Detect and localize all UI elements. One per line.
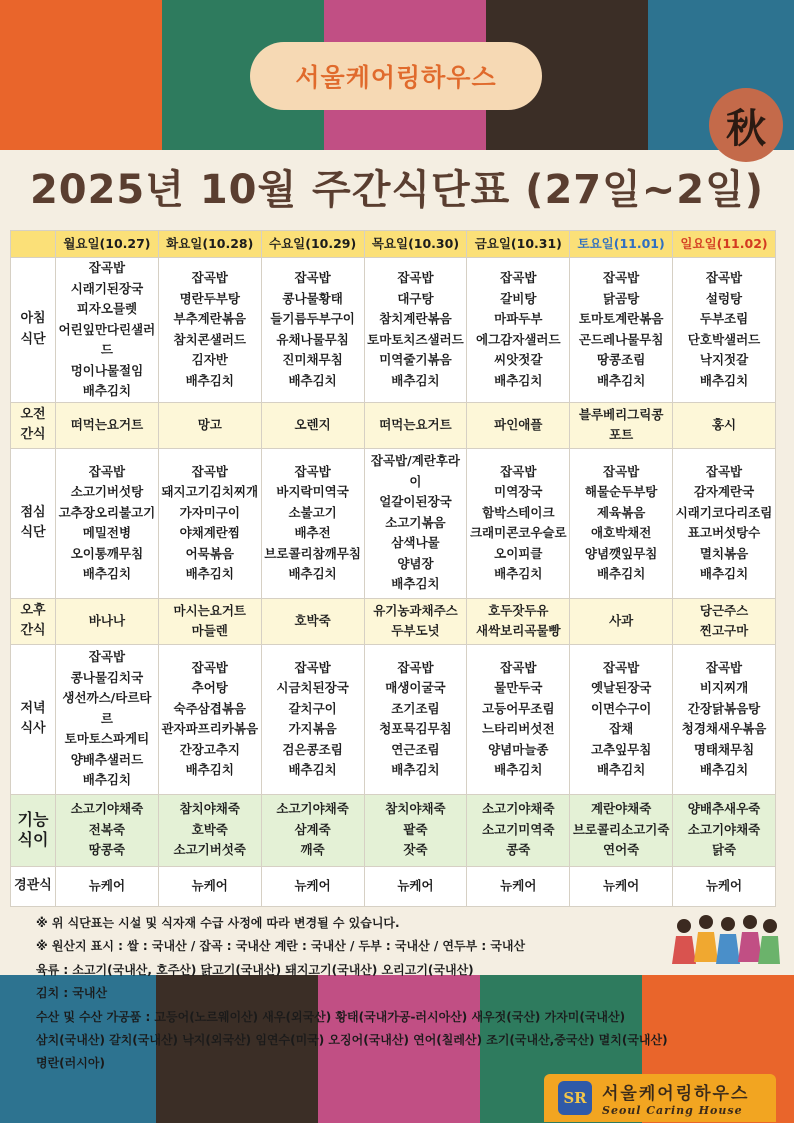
meal-label: 경관식 (11, 866, 56, 906)
meal-cell: 사과 (570, 598, 673, 644)
meal-cell: 마시는요거트 마들렌 (158, 598, 261, 644)
meal-cell: 뉴케어 (364, 866, 467, 906)
meal-cell: 당근주스 찐고구마 (673, 598, 776, 644)
meal-cell: 양배추새우죽 소고기야채죽 닭죽 (673, 794, 776, 866)
autumn-seal-icon (709, 88, 783, 162)
meal-cell: 오렌지 (261, 402, 364, 448)
meal-cell: 잡곡밥 닭곰탕 토마토계란볶음 곤드레나물무침 땅콩조림 배추김치 (570, 258, 673, 403)
meal-cell: 잡곡밥 물만두국 고등어무조림 느타리버섯전 양념마늘종 배추김치 (467, 644, 570, 794)
meal-cell: 잡곡밥 시래기된장국 피자오믈렛 어린잎만다린샐러드 멍이나물절임 배추김치 (56, 258, 159, 403)
meal-label: 아침 식단 (11, 258, 56, 403)
meal-cell: 잡곡밥 해물순두부탕 제육볶음 애호박채전 양념깻잎무침 배추김치 (570, 448, 673, 598)
meal-cell: 유기농과채주스 두부도넛 (364, 598, 467, 644)
meal-cell: 뉴케어 (56, 866, 159, 906)
day-header-saturday: 토요일(11.01) (570, 231, 673, 258)
meal-cell: 블루베리그릭콩 포트 (570, 402, 673, 448)
day-header: 수요일(10.29) (261, 231, 364, 258)
page-title: 2025년 10월 주간식단표 (27일~2일) (29, 167, 765, 213)
meal-cell: 잡곡밥 감자계란국 시래기코다리조림 표고버섯탕수 멸치볶음 배추김치 (673, 448, 776, 598)
day-header: 월요일(10.27) (56, 231, 159, 258)
meal-cell: 잡곡밥 소고기버섯탕 고추장오리불고기 메밀전병 오이통깨무침 배추김치 (56, 448, 159, 598)
meal-cell: 잡곡밥 돼지고기김치찌개 가자미구이 야채계란찜 어묵볶음 배추김치 (158, 448, 261, 598)
meal-cell: 참치야채죽 호박죽 소고기버섯죽 (158, 794, 261, 866)
brand-pill (250, 42, 542, 110)
meal-cell: 파인애플 (467, 402, 570, 448)
day-header: 금요일(10.31) (467, 231, 570, 258)
brand-logo-icon: SR (558, 1081, 592, 1115)
meal-cell: 호두잣두유 새싹보리곡물빵 (467, 598, 570, 644)
meal-label: 오전 간식 (11, 402, 56, 448)
seal-char: 秋 (726, 104, 766, 152)
day-header: 화요일(10.28) (158, 231, 261, 258)
brand-logo-korean: 서울케어링하우스 (602, 1084, 750, 1104)
meal-row (11, 598, 776, 644)
meal-cell: 잡곡밥 옛날된장국 이면수구이 잡채 고추잎무침 배추김치 (570, 644, 673, 794)
meal-cell: 계란야채죽 브로콜리소고기죽 연어죽 (570, 794, 673, 866)
meal-cell: 잡곡밥/계란후라이 얼갈이된장국 소고기볶음 삼색나물 양념장 배추김치 (364, 448, 467, 598)
day-header-sunday: 일요일(11.02) (673, 231, 776, 258)
brand-name: 서울케어링하우스 (295, 63, 497, 92)
day-header-row (11, 231, 776, 258)
meal-label: 점심 식단 (11, 448, 56, 598)
note-line: 명란(러시아) (36, 1056, 105, 1071)
meal-cell: 잡곡밥 추어탕 숙주삼겹볶음 관자파프리카볶음 간장고추지 배추김치 (158, 644, 261, 794)
brand-logo (544, 1074, 776, 1122)
notes (36, 912, 668, 1076)
note-line: 김치 : 국내산 (36, 986, 108, 1001)
meal-cell: 뉴케어 (570, 866, 673, 906)
meal-cell: 뉴케어 (261, 866, 364, 906)
meal-cell: 잡곡밥 바지락미역국 소불고기 배추전 브로콜리참깨무침 배추김치 (261, 448, 364, 598)
note-line: ※ 위 식단표는 시설 및 식자재 수급 사정에 따라 변경될 수 있습니다. (36, 916, 400, 930)
meal-cell: 잡곡밥 시금치된장국 갈치구이 가지볶음 검은콩조림 배추김치 (261, 644, 364, 794)
meal-row (11, 866, 776, 906)
meal-row (11, 448, 776, 598)
meal-cell: 잡곡밥 대구탕 참치계란볶음 토마토치즈샐러드 미역줄기볶음 배추김치 (364, 258, 467, 403)
meal-cell: 잡곡밥 미역장국 함박스테이크 크래미콘코우슬로 오이피클 배추김치 (467, 448, 570, 598)
meal-cell: 잡곡밥 비지찌개 간장닭볶음탕 청경채새우볶음 명태채무침 배추김치 (673, 644, 776, 794)
meal-cell: 뉴케어 (467, 866, 570, 906)
meal-row (11, 258, 776, 403)
meal-cell: 뉴케어 (158, 866, 261, 906)
meal-row (11, 644, 776, 794)
meal-label: 기능 식이 (11, 794, 56, 866)
day-header: 목요일(10.30) (364, 231, 467, 258)
menu-table (10, 230, 776, 907)
meal-row (11, 402, 776, 448)
meal-cell: 잡곡밥 갈비탕 마파두부 에그감자샐러드 씨앗젓갈 배추김치 (467, 258, 570, 403)
meal-cell: 잡곡밥 콩나물김치국 생선까스/타르타르 토마토스파게티 양배추샐러드 배추김치 (56, 644, 159, 794)
meal-cell: 소고기야채죽 전복죽 땅콩죽 (56, 794, 159, 866)
meal-cell: 잡곡밥 콩나물황태 들기름두부구이 유채나물무침 진미채무침 배추김치 (261, 258, 364, 403)
meal-cell: 잡곡밥 설렁탕 두부조림 단호박샐러드 낙지젓갈 배추김치 (673, 258, 776, 403)
note-line: 삼치(국내산) 갈치(국내산) 낙지(외국산) 임연수(미국) 오징어(국내산) 연어(칠레산) 조기(국내산,중국산) 멸치(국내산) (36, 1033, 668, 1048)
meal-cell: 잡곡밥 명란두부탕 부추계란볶음 참치콘샐러드 김자반 배추김치 (158, 258, 261, 403)
corner-cell (11, 231, 56, 258)
meal-cell: 바나나 (56, 598, 159, 644)
meal-cell: 참치야채죽 팥죽 잣죽 (364, 794, 467, 866)
children-dancing-icon (670, 908, 780, 972)
meal-cell: 떠먹는요거트 (56, 402, 159, 448)
meal-cell: 소고기야채죽 소고기미역죽 콩죽 (467, 794, 570, 866)
brand-logo-english: Seoul Caring House (602, 1104, 743, 1117)
brand-logo-text (602, 1079, 749, 1117)
meal-label: 저녁 식사 (11, 644, 56, 794)
meal-cell: 망고 (158, 402, 261, 448)
meal-cell: 잡곡밥 매생이굴국 조기조림 청포묵김무침 연근조림 배추김치 (364, 644, 467, 794)
meal-cell: 떠먹는요거트 (364, 402, 467, 448)
meal-cell: 소고기야채죽 삼계죽 깨죽 (261, 794, 364, 866)
note-line: 수산 및 수산 가공품 : 고등어(노르웨이산) 새우(외국산) 황태(국내가공-러시아산) 새우젓(국산) 가자미(국내산) (36, 1009, 626, 1024)
meal-label: 오후 간식 (11, 598, 56, 644)
stripe-orange-top (0, 0, 162, 150)
meal-cell: 호박죽 (261, 598, 364, 644)
note-line: 육류 : 소고기(국내산, 호주산) 닭고기(국내산) 돼지고기(국내산) 오리고기(국내산) (36, 962, 474, 977)
meal-row (11, 794, 776, 866)
meal-cell: 홍시 (673, 402, 776, 448)
meal-cell: 뉴케어 (673, 866, 776, 906)
note-line: ※ 원산지 표시 : 쌀 : 국내산 / 잡곡 : 국내산 계란 : 국내산 / 두부 : 국내산 / 연두부 : 국내산 (36, 939, 526, 954)
